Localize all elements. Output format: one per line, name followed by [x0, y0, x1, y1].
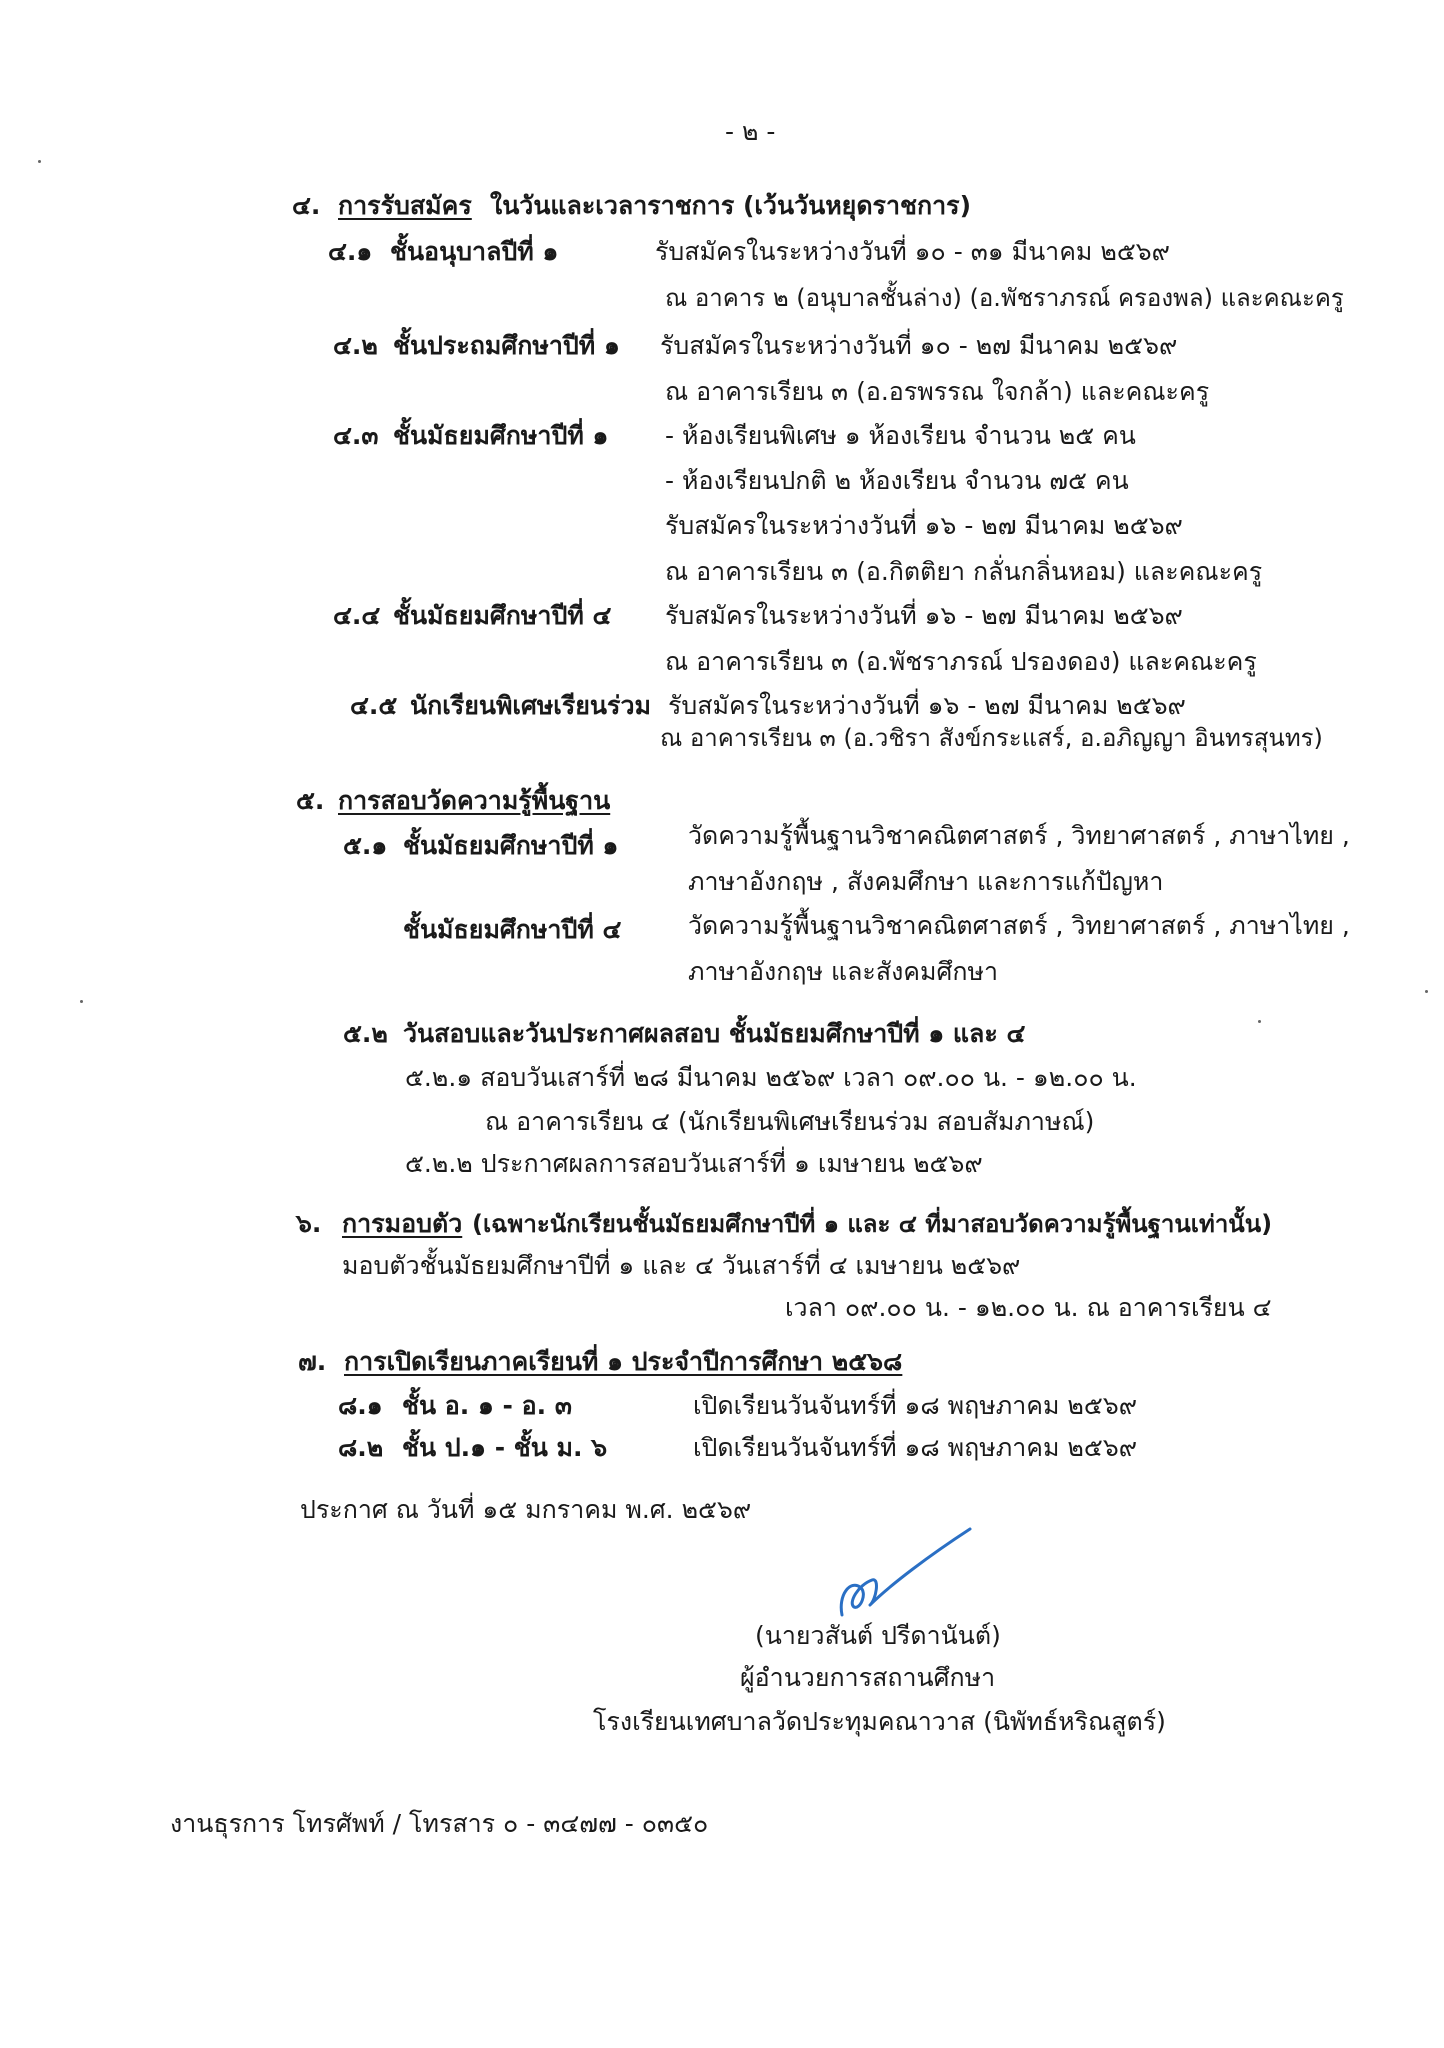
item-5-2-number: ๕.๒: [343, 1019, 388, 1048]
item-5-2-1-place: ณ อาคารเรียน ๔ (นักเรียนพิเศษเรียนร่วม สอบสัมภาษณ์): [485, 1107, 1095, 1136]
item-5-1-line: วัดความรู้พื้นฐานวิชาคณิตศาสตร์ , วิทยาศาสตร์ , ภาษาไทย ,: [688, 821, 1350, 850]
item-4-3-line: - ห้องเรียนพิเศษ ๑ ห้องเรียน จำนวน ๒๕ คน: [665, 421, 1136, 450]
item-4-4-label: ชั้นมัธยมศึกษาปีที่ ๔: [393, 601, 612, 630]
page-number: - ๒ -: [725, 117, 776, 146]
item-5-1-label-b: ชั้นมัธยมศึกษาปีที่ ๔: [403, 915, 622, 944]
section-6-number: ๖.: [296, 1209, 322, 1238]
item-5-1-line: ภาษาอังกฤษ และสังคมศึกษา: [688, 957, 999, 986]
item-4-2-line: ณ อาคารเรียน ๓ (อ.อรพรรณ ใจกล้า) และคณะครู: [665, 377, 1210, 406]
item-7-1-number: ๘.๑: [338, 1391, 383, 1420]
section-5-heading: การสอบวัดความรู้พื้นฐาน: [338, 786, 611, 815]
signature-mark: [830, 1525, 990, 1625]
item-4-1-line: รับสมัครในระหว่างวันที่ ๑๐ - ๓๑ มีนาคม ๒๕๖๙: [655, 237, 1170, 266]
item-7-1-value: เปิดเรียนวันจันทร์ที่ ๑๘ พฤษภาคม ๒๕๖๙: [693, 1391, 1138, 1420]
item-4-3-line: รับสมัครในระหว่างวันที่ ๑๖ - ๒๗ มีนาคม ๒๕๖๙: [665, 511, 1183, 540]
section-7-number: ๗.: [298, 1347, 327, 1376]
footer-contact: งานธุรการ โทรศัพท์ / โทรสาร ๐ - ๓๔๗๗ - ๐๓๕๐: [170, 1809, 709, 1838]
item-4-1-number: ๔.๑: [328, 237, 373, 266]
scan-speck: [38, 160, 41, 163]
signer-position: ผู้อำนวยการสถานศึกษา: [740, 1663, 996, 1692]
section-6-line: เวลา ๐๙.๐๐ น. - ๑๒.๐๐ น. ณ อาคารเรียน ๔: [785, 1293, 1272, 1322]
section-4-number: ๔.: [292, 191, 321, 220]
section-6-subtitle: (เฉพาะนักเรียนชั้นมัธยมศึกษาปีที่ ๑ และ ๔ ที่มาสอบวัดความรู้พื้นฐานเท่านั้น): [472, 1210, 1273, 1238]
item-5-1-line: วัดความรู้พื้นฐานวิชาคณิตศาสตร์ , วิทยาศาสตร์ , ภาษาไทย ,: [688, 911, 1350, 940]
school-name: โรงเรียนเทศบาลวัดประทุมคณาวาส (นิพัทธ์หริณสูตร์): [593, 1707, 1166, 1736]
item-4-1-label: ชั้นอนุบาลปีที่ ๑: [390, 237, 559, 266]
item-4-3-line: ณ อาคารเรียน ๓ (อ.กิตติยา กลั่นกลิ่นหอม) และคณะครู: [665, 557, 1263, 586]
item-7-2-label: ชั้น ป.๑ - ชั้น ม. ๖: [402, 1433, 608, 1462]
item-5-1-line: ภาษาอังกฤษ , สังคมศึกษา และการแก้ปัญหา: [688, 867, 1164, 896]
item-4-5-line: ณ อาคารเรียน ๓ (อ.วชิรา สังข์กระแสร์, อ.อภิญญา อินทรสุนทร): [660, 724, 1323, 752]
section-7-heading: การเปิดเรียนภาคเรียนที่ ๑ ประจำปีการศึกษา ๒๕๖๘: [344, 1347, 903, 1376]
item-5-2-2: ๕.๒.๒ ประกาศผลการสอบวันเสาร์ที่ ๑ เมษายน ๒๕๖๙: [405, 1149, 983, 1178]
item-4-2-line: รับสมัครในระหว่างวันที่ ๑๐ - ๒๗ มีนาคม ๒๕๖๙: [660, 331, 1178, 360]
signer-name: (นายวสันต์ ปรีดานันต์): [755, 1621, 1001, 1650]
item-4-3-number: ๔.๓: [333, 421, 379, 450]
section-4-heading: การรับสมัคร: [338, 191, 472, 220]
announce-date: ประกาศ ณ วันที่ ๑๕ มกราคม พ.ศ. ๒๕๖๙: [300, 1495, 752, 1524]
item-7-2-number: ๘.๒: [338, 1433, 384, 1462]
item-4-3-label: ชั้นมัธยมศึกษาปีที่ ๑: [393, 421, 609, 450]
item-7-1-label: ชั้น อ. ๑ - อ. ๓: [402, 1391, 572, 1420]
item-4-1-line: ณ อาคาร ๒ (อนุบาลชั้นล่าง) (อ.พัชราภรณ์ ครองพล) และคณะครู: [665, 284, 1344, 312]
section-5-number: ๕.: [296, 786, 325, 815]
item-4-5-number: ๔.๕: [350, 691, 398, 720]
item-5-1-number: ๕.๑: [343, 831, 388, 860]
item-4-3-line: - ห้องเรียนปกติ ๒ ห้องเรียน จำนวน ๗๕ คน: [665, 466, 1129, 495]
scan-speck: [1425, 990, 1428, 993]
item-5-2-1: ๕.๒.๑ สอบวันเสาร์ที่ ๒๘ มีนาคม ๒๕๖๙ เวลา ๐๙.๐๐ น. - ๑๒.๐๐ น.: [405, 1063, 1137, 1092]
item-5-1-label: ชั้นมัธยมศึกษาปีที่ ๑: [403, 831, 619, 860]
item-4-2-number: ๔.๒: [333, 331, 378, 360]
item-4-5-label: นักเรียนพิเศษเรียนร่วม: [410, 691, 651, 720]
item-4-2-label: ชั้นประถมศึกษาปีที่ ๑: [393, 331, 620, 360]
item-4-5-line: รับสมัครในระหว่างวันที่ ๑๖ - ๒๗ มีนาคม ๒๕๖๙: [668, 691, 1186, 720]
scan-speck: [1258, 1020, 1261, 1023]
item-5-2-title: วันสอบและวันประกาศผลสอบ ชั้นมัธยมศึกษาปีที่ ๑ และ ๔: [403, 1019, 1026, 1048]
scan-speck: [80, 1000, 83, 1003]
section-4-subtitle: ในวันและเวลาราชการ (เว้นวันหยุดราชการ): [490, 191, 972, 220]
item-4-4-number: ๔.๔: [333, 601, 381, 630]
section-6-heading: การมอบตัว: [342, 1209, 463, 1238]
section-6-line: มอบตัวชั้นมัธยมศึกษาปีที่ ๑ และ ๔ วันเสาร์ที่ ๔ เมษายน ๒๕๖๙: [342, 1251, 1021, 1280]
item-4-4-line: ณ อาคารเรียน ๓ (อ.พัชราภรณ์ ปรองดอง) และคณะครู: [665, 647, 1257, 676]
item-7-2-value: เปิดเรียนวันจันทร์ที่ ๑๘ พฤษภาคม ๒๕๖๙: [693, 1433, 1138, 1462]
item-4-4-line: รับสมัครในระหว่างวันที่ ๑๖ - ๒๗ มีนาคม ๒๕๖๙: [665, 601, 1183, 630]
